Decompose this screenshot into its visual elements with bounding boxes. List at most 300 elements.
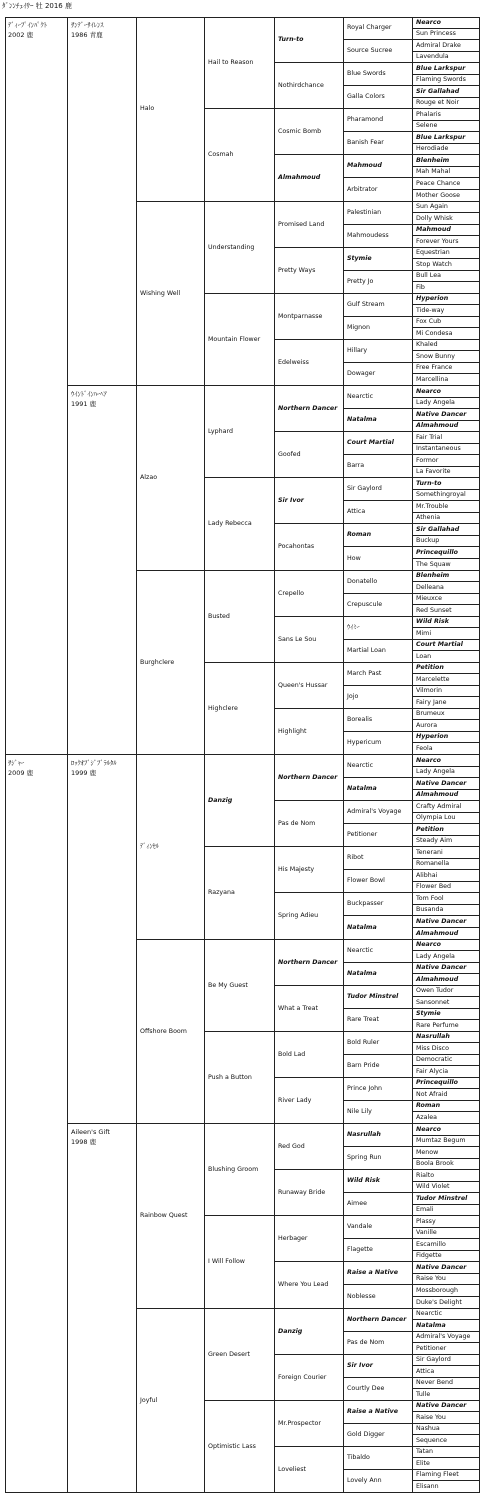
horse-name: River Lady: [278, 1096, 312, 1104]
pedigree-cell-gen6: [344, 1239, 413, 1262]
pedigree-cell-gen5: [275, 1355, 344, 1401]
pedigree-cell-gen6: [344, 1101, 413, 1124]
pedigree-cell-gen4: [205, 1032, 275, 1124]
pedigree-cell-gen6: [344, 225, 413, 248]
pedigree-cell-gen4: [205, 755, 275, 847]
pedigree-cell-gen7: [413, 1481, 480, 1493]
horse-name: March Past: [347, 670, 382, 677]
horse-name: Tulle: [416, 1390, 431, 1398]
horse-name: Almahmoud: [416, 929, 459, 937]
horse-name: Phalaris: [416, 110, 441, 118]
pedigree-cell-gen6: [344, 1078, 413, 1101]
pedigree-cell-gen7: [413, 1251, 480, 1262]
pedigree-cell-gen6: [344, 1401, 413, 1424]
horse-name: Understanding: [208, 243, 255, 251]
pedigree-cell-gen7: [413, 709, 480, 720]
pedigree-cell-gen7: [413, 893, 480, 905]
horse-name: Equestrian: [416, 249, 450, 256]
horse-name: Petition: [416, 664, 444, 671]
horse-name: Dolly Whisk: [416, 214, 453, 222]
horse-name: Almahmoud: [416, 422, 459, 429]
pedigree-cell-gen7: [413, 1355, 480, 1366]
pedigree-cell-gen4: [205, 202, 275, 294]
horse-name: Be My Guest: [208, 981, 248, 989]
horse-name: Royal Charger: [347, 24, 392, 31]
horse-name: Gulf Stream: [347, 301, 385, 308]
horse-name: Nearctic: [347, 393, 374, 400]
pedigree-cell-gen6: [344, 432, 413, 455]
horse-name: ﾛｯｸｵﾌﾞｼﾞﾌﾞﾗﾙﾀﾙ 1999 鹿: [71, 759, 117, 777]
pedigree-cell-gen7: [413, 75, 480, 86]
pedigree-cell-gen6: [344, 109, 413, 132]
pedigree-cell-gen5: [275, 432, 344, 478]
horse-name: Romanella: [416, 860, 450, 867]
pedigree-cell-gen5: [275, 1401, 344, 1447]
horse-name: Nearco: [416, 941, 441, 948]
pedigree-cell-gen6: [344, 40, 413, 63]
pedigree-cell-gen3: [137, 1309, 205, 1493]
pedigree-cell-gen7: [413, 1378, 480, 1389]
horse-name: Halo: [140, 105, 155, 112]
pedigree-cell-gen7: [413, 720, 480, 732]
horse-name: Native Dancer: [416, 917, 467, 925]
pedigree-cell-gen4: [205, 940, 275, 1032]
horse-name: Mahmoud: [347, 162, 382, 169]
horse-name: Turn-to: [416, 479, 442, 487]
horse-name: Crepuscule: [347, 601, 383, 608]
pedigree-cell-gen6: [344, 547, 413, 571]
pedigree-cell-gen7: [413, 732, 480, 743]
horse-name: Buckup: [416, 537, 440, 544]
horse-name: Peace Chance: [416, 179, 461, 187]
horse-name: Native Dancer: [416, 964, 467, 971]
pedigree-cell-gen7: [413, 178, 480, 190]
horse-name: Nasrullah: [416, 1033, 450, 1040]
pedigree-cell-gen6: [344, 1424, 413, 1447]
pedigree-cell-gen7: [413, 190, 480, 202]
horse-name: Where You Lead: [278, 1281, 329, 1288]
pedigree-cell-gen7: [413, 1389, 480, 1401]
pedigree-cell-gen7: [413, 801, 480, 813]
horse-name: Petition: [416, 825, 444, 833]
pedigree-cell-gen7: [413, 225, 480, 236]
horse-name: Wild Risk: [347, 1177, 380, 1184]
pedigree-cell-gen7: [413, 697, 480, 709]
horse-name: Barn Pride: [347, 1062, 380, 1069]
horse-name: Blushing Groom: [208, 1165, 259, 1173]
horse-name: Nearco: [416, 387, 441, 395]
pedigree-cell-gen5: [275, 940, 344, 986]
horse-name: Palestinian: [347, 209, 382, 216]
pedigree-cell-gen7: [413, 651, 480, 663]
pedigree-cell-gen6: [344, 1147, 413, 1170]
pedigree-cell-gen7: [413, 29, 480, 40]
horse-name: Mountain Flower: [208, 335, 261, 343]
pedigree-cell-gen7: [413, 813, 480, 824]
horse-name: Busted: [208, 612, 230, 620]
pedigree-cell-gen7: [413, 536, 480, 547]
horse-name: Sir Gallahad: [416, 87, 460, 95]
horse-name: Nashua: [416, 1425, 440, 1432]
horse-name: Natalma: [347, 785, 377, 792]
horse-name: Cosmah: [208, 151, 234, 158]
page-title: ﾀﾞﾝﾝﾁｪｲｻｰ 牡 2016 鹿: [2, 2, 72, 10]
pedigree-cell-gen7: [413, 455, 480, 467]
horse-name: Highclere: [208, 704, 238, 712]
horse-name: ｳｲﾝﾄﾞｲﾝﾊｰﾍｱ 1991 鹿: [71, 390, 107, 408]
horse-name: Court Martial: [416, 641, 463, 648]
horse-name: Nearco: [416, 756, 441, 764]
horse-name: Hillary: [347, 347, 368, 354]
pedigree-cell-gen7: [413, 951, 480, 963]
pedigree-cell-gen7: [413, 1297, 480, 1309]
pedigree-cell-gen7: [413, 743, 480, 755]
horse-name: Crepello: [278, 589, 304, 597]
horse-name: Noblesse: [347, 1292, 376, 1300]
horse-name: Rare Perfume: [416, 1021, 459, 1029]
pedigree-cell-gen7: [413, 294, 480, 305]
pedigree-cell-gen6: [344, 916, 413, 940]
pedigree-cell-gen6: [344, 340, 413, 363]
pedigree-cell-gen7: [413, 86, 480, 98]
horse-name: Delleana: [416, 583, 444, 591]
pedigree-cell-gen7: [413, 351, 480, 363]
horse-name: Petitioner: [416, 1344, 447, 1352]
pedigree-cell-gen5: [275, 1032, 344, 1078]
horse-name: ﾃﾞｨﾝｾﾙ: [140, 843, 159, 850]
horse-name: Tudor Minstrel: [416, 1194, 468, 1202]
horse-name: Mahmoudess: [347, 232, 389, 239]
pedigree-cell-gen7: [413, 1170, 480, 1182]
pedigree-cell-gen7: [413, 686, 480, 697]
pedigree-cell-gen5: [275, 109, 344, 155]
pedigree-cell-gen6: [344, 870, 413, 893]
horse-name: Herbager: [278, 1234, 308, 1242]
horse-name: Native Dancer: [416, 410, 467, 418]
pedigree-cell-gen5: [275, 1078, 344, 1124]
pedigree-cell-gen6: [344, 63, 413, 86]
pedigree-cell-gen7: [413, 1274, 480, 1285]
pedigree-cell-gen5: [275, 1447, 344, 1493]
pedigree-cell-gen7: [413, 1043, 480, 1055]
pedigree-cell-gen4: [205, 571, 275, 663]
horse-name: Prince John: [347, 1085, 383, 1092]
pedigree-cell-gen7: [413, 63, 480, 75]
horse-name: Nearctic: [347, 947, 374, 954]
pedigree-cell-gen6: [344, 202, 413, 225]
horse-name: Montparnasse: [278, 312, 323, 320]
pedigree-cell-gen7: [413, 1182, 480, 1193]
pedigree-cell-gen7: [413, 916, 480, 928]
horse-name: Fidgette: [416, 1252, 442, 1259]
pedigree-cell-gen7: [413, 467, 480, 478]
pedigree-cell-gen5: [275, 801, 344, 847]
horse-name: Roman: [347, 531, 372, 538]
horse-name: Feola: [416, 744, 433, 752]
pedigree-cell-gen5: [275, 755, 344, 801]
horse-name: La Favorite: [416, 468, 451, 475]
pedigree-cell-gen7: [413, 905, 480, 916]
pedigree-cell-gen5: [275, 709, 344, 755]
pedigree-cell-gen7: [413, 1401, 480, 1412]
horse-name: Spring Adieu: [278, 912, 319, 919]
horse-name: Sir Ivor: [347, 1362, 373, 1369]
horse-name: Princequillo: [416, 1079, 458, 1086]
horse-name: Ribot: [347, 854, 364, 861]
horse-name: Sequence: [416, 1436, 448, 1444]
pedigree-cell-gen4: [205, 663, 275, 755]
horse-name: Wild Violet: [416, 1183, 450, 1190]
horse-name: Cosmic Bomb: [278, 127, 322, 135]
horse-name: Sans Le Sou: [278, 635, 317, 643]
pedigree-cell-gen6: [344, 617, 413, 640]
pedigree-cell-gen7: [413, 513, 480, 524]
pedigree-cell-gen7: [413, 363, 480, 374]
horse-name: Formor: [416, 456, 439, 464]
pedigree-cell-gen7: [413, 340, 480, 351]
horse-name: Lady Angela: [416, 768, 455, 775]
pedigree-cell-gen5: [275, 986, 344, 1032]
pedigree-cell-gen3: [137, 17, 205, 202]
pedigree-cell-gen7: [413, 1032, 480, 1043]
pedigree-cell-gen4: [205, 109, 275, 202]
horse-name: Edelweiss: [278, 358, 309, 366]
pedigree-cell-gen5: [275, 893, 344, 940]
pedigree-cell-gen7: [413, 1332, 480, 1343]
horse-name: Turn-to: [278, 35, 304, 43]
horse-name: Marcelette: [416, 675, 450, 683]
horse-name: Wild Risk: [416, 618, 449, 625]
horse-name: Athenia: [416, 514, 441, 521]
pedigree-cell-gen7: [413, 1239, 480, 1251]
pedigree-cell-gen6: [344, 1055, 413, 1078]
pedigree-cell-gen7: [413, 1193, 480, 1205]
pedigree-cell-gen6: [344, 571, 413, 594]
pedigree-cell-gen6: [344, 1447, 413, 1470]
pedigree-cell-gen7: [413, 547, 480, 559]
pedigree-cell-gen5: [275, 524, 344, 571]
horse-name: Not Afraid: [416, 1090, 448, 1098]
horse-name: Red Sunset: [416, 606, 452, 614]
horse-name: Northern Dancer: [278, 773, 338, 781]
horse-name: Offshore Boom: [140, 1027, 187, 1035]
pedigree-cell-gen6: [344, 1193, 413, 1216]
pedigree-cell-gen5: [275, 63, 344, 109]
horse-name: Raise You: [416, 1275, 446, 1282]
horse-name: Fib: [416, 283, 425, 291]
horse-name: Stymie: [347, 255, 372, 262]
horse-name: Fairy Jane: [416, 698, 447, 706]
horse-name: Martial Loan: [347, 647, 386, 654]
pedigree-cell-gen5: [275, 1170, 344, 1216]
pedigree-cell-gen7: [413, 1424, 480, 1435]
horse-name: Arbitrator: [347, 185, 378, 193]
horse-name: Nearctic: [416, 1310, 443, 1317]
horse-name: Source Sucree: [347, 47, 393, 54]
horse-name: Northern Dancer: [347, 1316, 407, 1323]
pedigree-cell-gen6: [344, 478, 413, 501]
horse-name: Pharamond: [347, 116, 384, 123]
horse-name: Blue Swords: [347, 70, 386, 77]
pedigree-cell-gen7: [413, 1285, 480, 1297]
horse-name: Blue Larkspur: [416, 64, 466, 72]
pedigree-cell-gen7: [413, 1009, 480, 1020]
horse-name: Runaway Bride: [278, 1188, 326, 1196]
horse-name: Instantaneous: [416, 445, 461, 452]
pedigree-cell-gen7: [413, 374, 480, 386]
pedigree-cell-gen5: [275, 202, 344, 248]
pedigree-cell-gen6: [344, 294, 413, 317]
pedigree-table: [5, 17, 480, 1493]
pedigree-cell-gen5: [275, 571, 344, 617]
pedigree-cell-gen6: [344, 1124, 413, 1147]
pedigree-cell-gen7: [413, 121, 480, 132]
pedigree-cell-gen2: [68, 755, 137, 1124]
pedigree-cell-gen4: [205, 1401, 275, 1493]
horse-name: Miss Disco: [416, 1044, 449, 1052]
pedigree-cell-gen6: [344, 1032, 413, 1055]
pedigree-cell-gen7: [413, 144, 480, 155]
horse-name: Raise a Native: [347, 1408, 398, 1415]
pedigree-cell-gen5: [275, 386, 344, 432]
pedigree-cell-gen6: [344, 1309, 413, 1332]
horse-name: Never Bend: [416, 1379, 453, 1386]
horse-name: Mieuxce: [416, 595, 442, 602]
pedigree-cell-gen7: [413, 986, 480, 997]
pedigree-cell-gen6: [344, 986, 413, 1009]
horse-name: Stymie: [416, 1010, 441, 1017]
pedigree-cell-gen6: [344, 524, 413, 547]
pedigree-cell-gen7: [413, 1447, 480, 1458]
horse-name: Mahmoud: [416, 226, 451, 233]
pedigree-cell-gen7: [413, 963, 480, 974]
horse-name: Plassy: [416, 1217, 436, 1225]
pedigree-cell-gen3: [137, 202, 205, 386]
pedigree-cell-gen7: [413, 1055, 480, 1066]
horse-name: Tibaldo: [347, 1454, 370, 1461]
pedigree-cell-gen5: [275, 617, 344, 663]
pedigree-cell-gen7: [413, 594, 480, 605]
horse-name: ｻﾝﾃﾞｰｻｲﾚﾝｽ 1986 青鹿: [71, 21, 104, 39]
pedigree-cell-gen7: [413, 109, 480, 121]
pedigree-cell-gen6: [344, 755, 413, 778]
pedigree-cell-gen6: [344, 1170, 413, 1193]
pedigree-cell-gen6: [344, 155, 413, 178]
horse-name: Blenheim: [416, 572, 450, 579]
horse-name: Duke's Delight: [416, 1298, 462, 1306]
pedigree-cell-gen3: [137, 755, 205, 940]
horse-name: Hypericum: [347, 739, 382, 746]
horse-name: Free France: [416, 364, 453, 371]
pedigree-cell-gen7: [413, 836, 480, 847]
pedigree-cell-gen7: [413, 1159, 480, 1170]
horse-name: Mi Condesa: [416, 329, 453, 337]
horse-name: Rare Treat: [347, 1016, 379, 1023]
pedigree-cell-gen7: [413, 1020, 480, 1032]
pedigree-cell-gen7: [413, 248, 480, 259]
horse-name: Azalea: [416, 1113, 437, 1121]
pedigree-cell-gen7: [413, 409, 480, 421]
pedigree-cell-gen6: [344, 1378, 413, 1401]
pedigree-cell-gen5: [275, 478, 344, 524]
pedigree-cell-gen4: [205, 847, 275, 940]
pedigree-cell-gen6: [344, 409, 413, 432]
horse-name: Pretty Jo: [347, 278, 374, 285]
pedigree-cell-gen7: [413, 790, 480, 801]
pedigree-cell-gen7: [413, 571, 480, 582]
horse-name: Natalma: [416, 1321, 446, 1329]
horse-name: His Majesty: [278, 865, 315, 873]
horse-name: Princequillo: [416, 548, 458, 556]
pedigree-cell-gen7: [413, 859, 480, 870]
pedigree-cell-gen6: [344, 663, 413, 686]
horse-name: Gold Digger: [347, 1431, 385, 1438]
horse-name: Dowager: [347, 370, 376, 377]
pedigree-cell-gen7: [413, 1309, 480, 1320]
pedigree-cell-gen5: [275, 1309, 344, 1355]
horse-name: Bold Lad: [278, 1050, 306, 1058]
pedigree-cell-gen7: [413, 490, 480, 501]
horse-name: Mimi: [416, 629, 432, 637]
horse-name: Blue Larkspur: [416, 133, 466, 141]
pedigree-cell-gen6: [344, 893, 413, 916]
pedigree-cell-gen7: [413, 1412, 480, 1424]
horse-name: Mah Mahal: [416, 168, 451, 175]
pedigree-cell-gen6: [344, 686, 413, 709]
horse-name: Steady Aim: [416, 837, 453, 844]
pedigree-cell-gen7: [413, 52, 480, 63]
pedigree-cell-gen3: [137, 1124, 205, 1309]
pedigree-cell-gen4: [205, 17, 275, 109]
horse-name: Nasrullah: [347, 1131, 381, 1138]
pedigree-cell-gen7: [413, 1216, 480, 1228]
pedigree-cell-gen7: [413, 605, 480, 617]
pedigree-cell-gen7: [413, 132, 480, 144]
horse-name: Admiral Drake: [416, 41, 461, 49]
pedigree-cell-gen5: [275, 17, 344, 63]
horse-name: Foreign Courier: [278, 1373, 327, 1381]
horse-name: Flaming Swords: [416, 76, 466, 83]
horse-name: Native Dancer: [416, 1402, 467, 1409]
horse-name: Owen Tudor: [416, 987, 454, 994]
horse-name: Danzig: [278, 1327, 303, 1335]
pedigree-cell-gen7: [413, 870, 480, 882]
pedigree-cell-gen7: [413, 997, 480, 1009]
horse-name: Promised Land: [278, 220, 325, 228]
pedigree-cell-gen4: [205, 386, 275, 478]
pedigree-cell-gen7: [413, 40, 480, 52]
pedigree-cell-gen5: [275, 1262, 344, 1309]
horse-name: Flower Bed: [416, 883, 452, 890]
horse-name: Natalma: [347, 970, 377, 977]
horse-name: Donatello: [347, 578, 378, 585]
horse-name: Native Dancer: [416, 779, 467, 787]
pedigree-cell-gen6: [344, 1009, 413, 1032]
pedigree-cell-gen6: [344, 1285, 413, 1309]
horse-name: Elisann: [416, 1482, 439, 1490]
pedigree-cell-gen7: [413, 282, 480, 294]
horse-name: ｻｼﾞｬｰ 2009 鹿: [8, 759, 34, 777]
horse-name: Buckpasser: [347, 900, 384, 907]
horse-name: Pas de Nom: [278, 819, 316, 827]
horse-name: Raise a Native: [347, 1269, 398, 1276]
pedigree-cell-gen7: [413, 1101, 480, 1112]
pedigree-cell-gen6: [344, 501, 413, 524]
horse-name: Queen's Hussar: [278, 681, 328, 689]
horse-name: Sansonnet: [416, 998, 450, 1006]
pedigree-cell-gen6: [344, 455, 413, 478]
horse-name: Natalma: [347, 923, 377, 931]
